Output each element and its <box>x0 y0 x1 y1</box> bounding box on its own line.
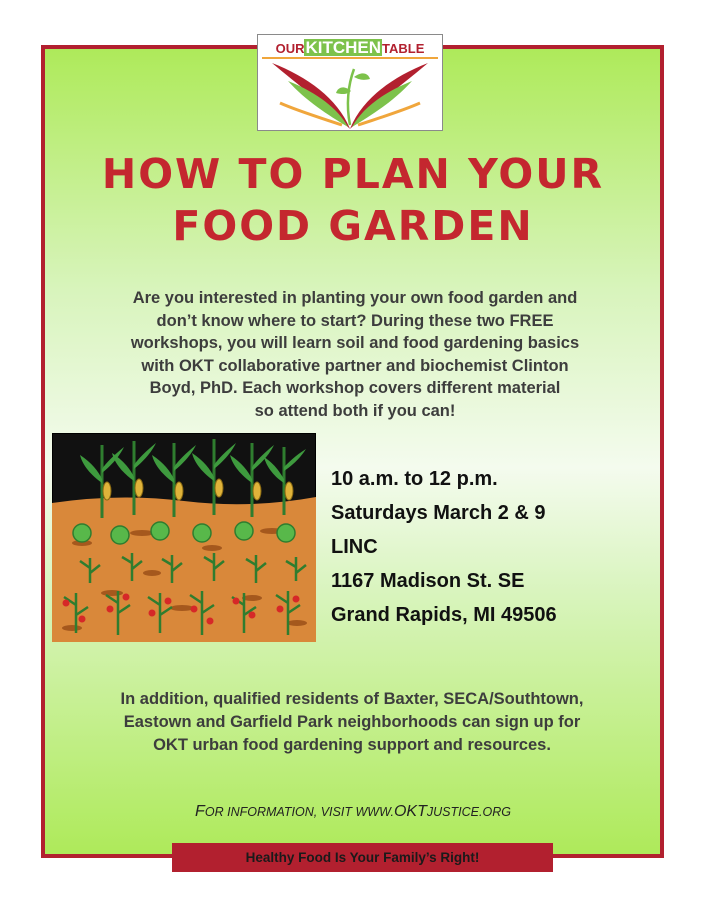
event-city: Grand Rapids, MI 49506 <box>331 604 557 626</box>
addition-paragraph <box>62 688 642 757</box>
our-kitchen-table-logo <box>257 34 443 131</box>
logo-text-our: OUR <box>275 41 305 56</box>
slogan-banner: Healthy Food Is Your Family’s Right! <box>172 843 553 872</box>
addition-line: In addition, qualified residents of Baxter, SECA/Southtown, <box>120 690 584 708</box>
page-title <box>42 148 664 252</box>
addition-line: Eastown and Garfield Park neighborhoods can sign up for <box>123 713 581 731</box>
info-line: FOR INFORMATION, VISIT WWW.OKTJUSTICE.ORG <box>195 803 511 820</box>
addition-line: OKT urban food gardening support and resources. <box>153 736 551 754</box>
event-street: 1167 Madison St. SE <box>331 570 525 592</box>
logo-text-table: TABLE <box>382 41 425 56</box>
intro-line: don’t know where to start? During these two FREE <box>156 311 554 330</box>
sprout-leaves-logo-icon <box>258 59 442 131</box>
vegetable-garden-illustration-icon <box>52 433 316 642</box>
intro-line: Are you interested in planting your own food garden and <box>132 289 578 307</box>
intro-line: so attend both if you can! <box>254 401 456 420</box>
title-line-2: FOOD GARDEN <box>172 202 534 250</box>
event-venue: LINC <box>331 536 378 558</box>
logo-wordmark <box>258 39 442 57</box>
title-line-1: HOW TO PLAN YOUR <box>101 150 605 198</box>
event-details <box>331 462 557 632</box>
intro-line: workshops, you will learn soil and food gardening basics <box>130 334 580 352</box>
intro-line: with OKT collaborative partner and biochemist Clinton <box>141 356 569 375</box>
logo-text-kitchen: KITCHEN <box>305 38 382 57</box>
intro-paragraph <box>80 287 630 422</box>
event-dates: Saturdays March 2 & 9 <box>331 502 546 524</box>
event-time: 10 a.m. to 12 p.m. <box>331 468 498 490</box>
intro-line: Boyd, PhD. Each workshop covers different material <box>149 379 561 397</box>
